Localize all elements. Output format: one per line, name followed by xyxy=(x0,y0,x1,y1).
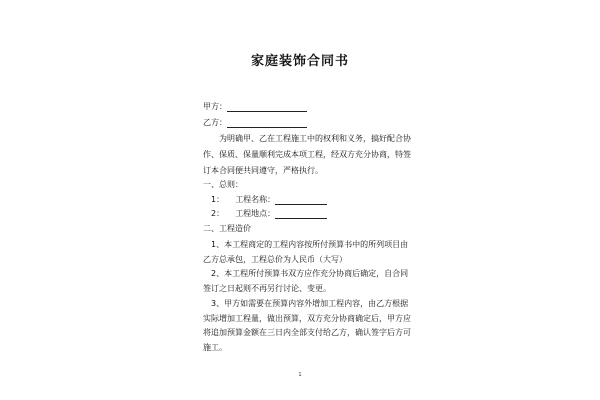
page-number: 1 xyxy=(298,372,302,378)
intro-line: 订本合同便共同遵守，严格执行。 xyxy=(203,166,323,175)
party-b-label: 乙方： xyxy=(203,118,227,127)
intro-line: 作、保质、保量顺利完成本项工程，经双方充分协商，特签 xyxy=(203,150,411,159)
clause-3-line: 3、甲方如需要在预算内容外增加工程内容，由乙方根据 xyxy=(211,299,409,308)
clause-2-line: 签订之日起则不再另行讨论、变更。 xyxy=(203,284,331,293)
project-name-label: 工程名称： xyxy=(235,195,276,204)
clause-1-line: 乙方总承包，工程总价为人民币（大写） xyxy=(203,255,347,264)
party-a-blank xyxy=(227,103,307,112)
section-1-item-2 xyxy=(211,209,327,219)
intro-line: 为明确甲、乙在工程施工中的权利和义务，搞好配合协 xyxy=(219,134,411,143)
clause-1-line: 1、本工程商定的工程内容按所付预算书中的所列项目由 xyxy=(211,240,409,249)
party-b-line xyxy=(203,118,307,128)
section-2-heading: 二、工程造价 xyxy=(203,224,251,233)
section-1-heading: 一、总则： xyxy=(203,180,243,189)
project-name-blank xyxy=(275,196,327,205)
clause-2-line: 2、本工程所付预算书双方应作充分协商后确定，自合同 xyxy=(211,269,409,278)
clause-3-line: 将追加预算金额在三日内全部支付给乙方，确认签字后方可 xyxy=(203,328,411,337)
document-title: 家庭装饰合同书 xyxy=(250,54,349,69)
party-a-line xyxy=(203,102,307,112)
project-location-blank xyxy=(275,210,327,219)
item-number: 1： xyxy=(211,195,225,204)
item-number: 2： xyxy=(211,209,225,218)
party-a-label: 甲方： xyxy=(203,102,227,111)
section-1-item-1 xyxy=(211,195,327,205)
party-b-blank xyxy=(227,119,307,128)
clause-3-line: 施工。 xyxy=(203,343,227,352)
project-location-label: 工程地点： xyxy=(235,209,276,218)
clause-3-line: 实际增加工程量，做出预算，双方充分协商确定后，甲方应 xyxy=(203,314,411,323)
